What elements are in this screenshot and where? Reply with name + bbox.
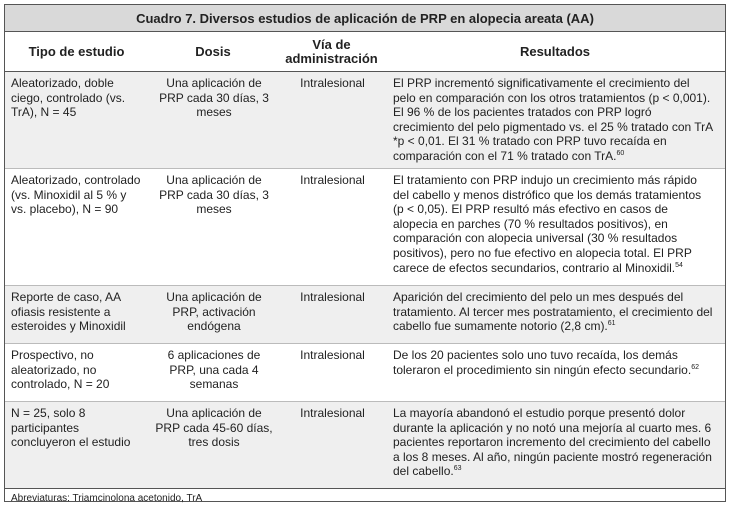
cell-tipo: Aleatorizado, controlado (vs. Minoxidil al 5 % y vs. placebo), N = 90: [11, 173, 141, 217]
result-text: El tratamiento con PRP indujo un crecimiento más rápido del cabello y menos distrófico que los demás tratamientos (p < 0,05). El PRP resultó más efectivo en casos de alopecia en parches (70 % resultados positivos), en comparación con alopecia universal (30 % resultados positivos), pero no fue efectivo en alopecia total. El PRP carece de efectos secundarios, contrario al Minoxidil.: [393, 173, 702, 275]
cell-dosis: Una aplicación de PRP, activación endógena: [166, 290, 262, 334]
cell-resultados: [385, 402, 725, 488]
cell-tipo: Aleatorizado, doble ciego, controlado (vs. TrA), N = 45: [11, 76, 126, 120]
table-footnote: Abreviaturas: Triamcinolona acetonido, TrA: [11, 493, 203, 504]
table-row: [5, 286, 725, 344]
cell-via: Intralesional: [300, 348, 365, 362]
table-row: [5, 344, 725, 402]
result-text: La mayoría abandonó el estudio porque presentó dolor durante la aplicación y no notó una mejoría al cuarto mes. 6 pacientes reportaron incremento del crecimiento del cabello a los 8 meses. Al año, ningún paciente mostró regeneración del cabello.: [393, 406, 712, 479]
cell-tipo: N = 25, solo 8 participantes concluyeron el estudio: [11, 406, 131, 450]
reference-number: 61: [607, 320, 616, 328]
cell-dosis: Una aplicación de PRP cada 30 días, 3 meses: [159, 173, 269, 217]
result-text: Aparición del crecimiento del pelo un mes después del tratamiento. Al tercer mes postratamiento, el crecimiento del cabello fue sumamente notorio (2,8 cm).: [393, 290, 713, 334]
cell-resultados: [385, 286, 725, 343]
header-dosis: Dosis: [195, 43, 231, 59]
cell-tipo: Prospectivo, no aleatorizado, no controlado, N = 20: [11, 348, 110, 392]
header-tipo: Tipo de estudio: [28, 43, 125, 59]
reference-number: 60: [616, 149, 625, 157]
reference-number: 62: [691, 363, 699, 371]
cell-resultados: [385, 72, 725, 168]
table-frame: [4, 4, 726, 502]
cell-via: Intralesional: [300, 406, 365, 420]
cell-dosis: 6 aplicaciones de PRP, una cada 4 semanas: [167, 348, 261, 392]
table-row: [5, 402, 725, 489]
reference-number: 63: [453, 465, 462, 473]
header-via: Vía de administración: [285, 36, 378, 66]
table-row: [5, 169, 725, 286]
cell-via: Intralesional: [300, 173, 365, 187]
reference-number: 54: [675, 261, 683, 269]
cell-via: Intralesional: [300, 290, 365, 304]
cell-resultados: [385, 344, 725, 401]
result-text: De los 20 pacientes solo uno tuvo recaída, los demás toleraron el procedimiento sin ningún efecto secundario.: [393, 348, 692, 377]
cell-resultados: [385, 169, 725, 285]
result-text: El PRP incrementó significativamente el crecimiento del pelo en comparación con los otros tratamientos (p < 0,001). El 96 % de los pacientes tratados con PRP logró crecimiento del pelo pigmentado vs. el 25 % tratado con TrA *p < 0,01. El 31 % tratado con PRP tuvo recaída en comparación con el 71 % tratado con TrA.: [393, 76, 713, 163]
table-title: Cuadro 7. Diversos estudios de aplicación de PRP en alopecia areata (AA): [5, 5, 725, 32]
header-resultados: Resultados: [519, 43, 591, 59]
cell-tipo: Reporte de caso, AA ofiasis resistente a esteroides y Minoxidil: [11, 290, 126, 334]
table-header: [5, 32, 725, 72]
cell-dosis: Una aplicación de PRP cada 30 días, 3 meses: [159, 76, 269, 120]
cell-via: Intralesional: [300, 76, 365, 90]
cell-dosis: Una aplicación de PRP cada 45-60 días, tres dosis: [155, 406, 273, 450]
table-row: [5, 72, 725, 169]
